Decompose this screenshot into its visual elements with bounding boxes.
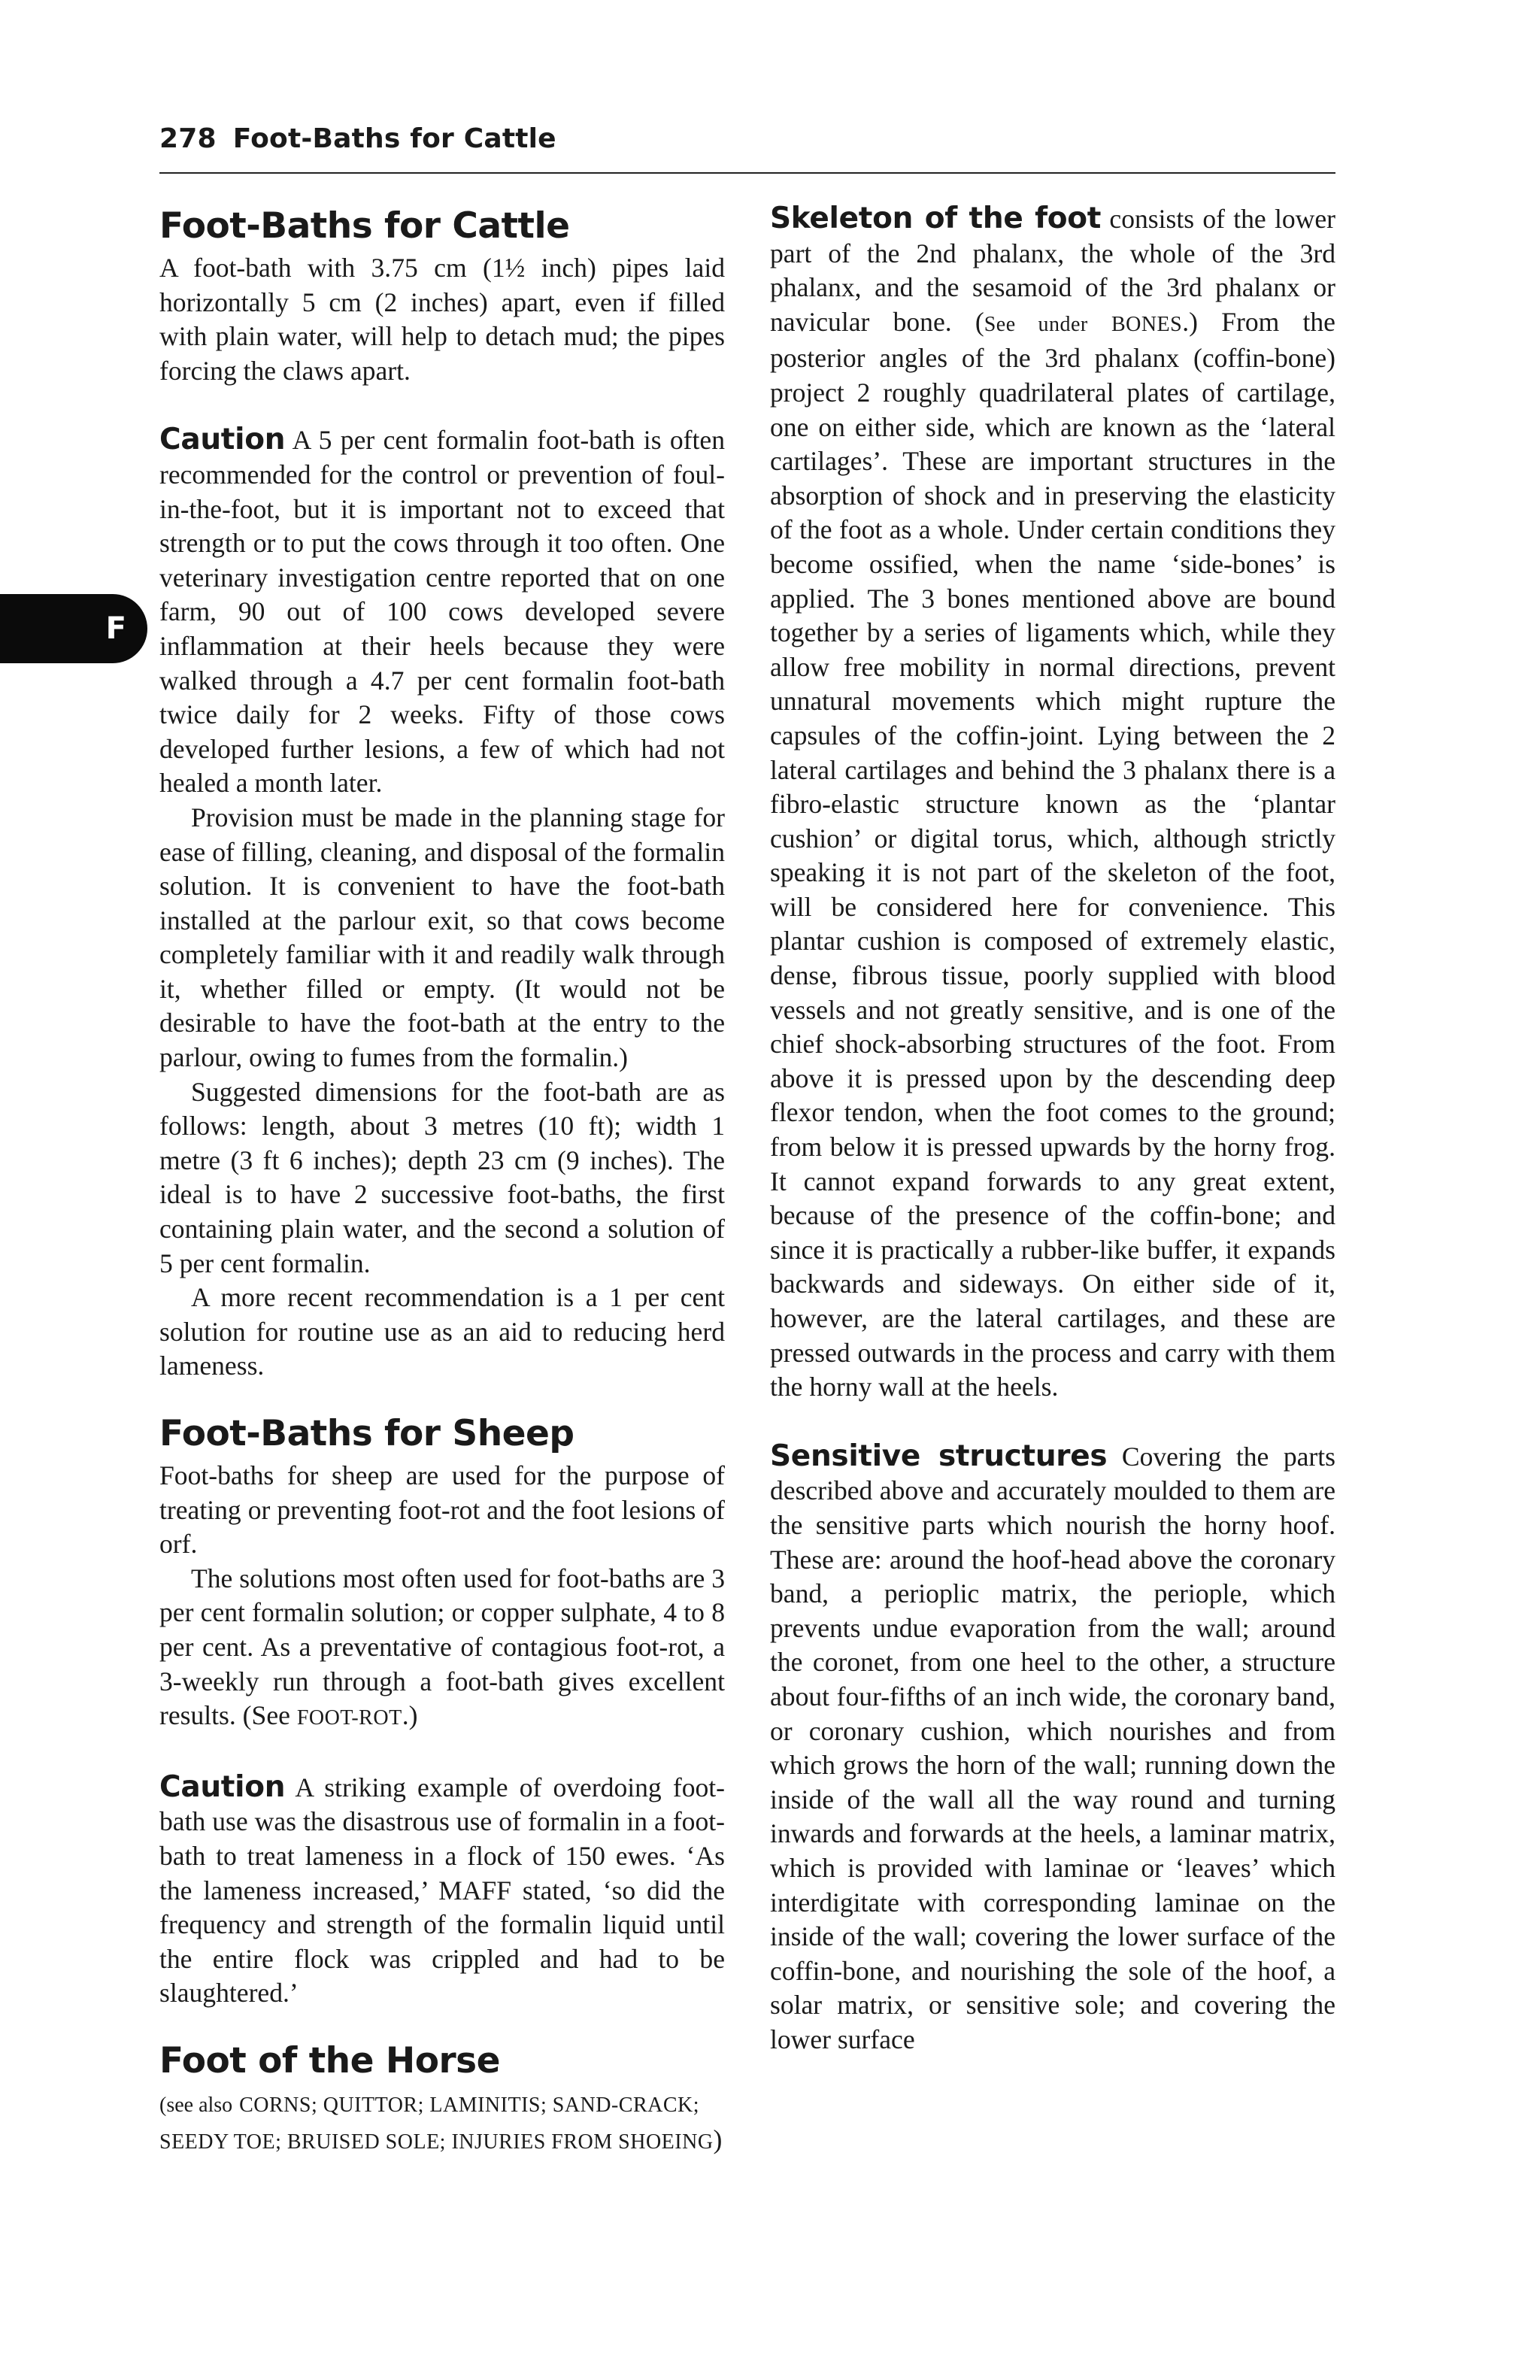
cattle-provision: Provision must be made in the planning stage for ease of filling, cleaning, and disposal of the formalin solution. It is convenient to have the foot-bath installed at the parlour exit, so that cows become completely familiar with it and readily walk through it, whether filled or empty. (It would not be desirable to have the foot-bath at the entry to the parlour, owing to fumes from the formalin.) (159, 802, 725, 1073)
running-head (159, 123, 556, 154)
skeleton-paragraph: Skeleton of the foot consists of the lower part of the 2nd phalanx, the whole of the 3rd phalanx, and the sesamoid of the 3rd phalanx or navicular bone. (See under BONES.) From the posterior angles of the 3rd phalanx (coffin-bone) project 2 roughly quadrilateral plates of cartilage, one on either side, which are known as the ‘lateral cartilages’. These are important structures in the absorption of shock and in preserving the elasticity of the foot as a whole. Under certain conditions they become ossified, when the name ‘side-bones’ is applied. The 3 bones mentioned above are bound together by a series of ligaments which, while they allow free mobility in normal directions, prevent unnatural movements which might rupture the capsules of the coffin-joint. Lying between the 2 lateral cartilages and behind the 3 phalanx there is a fibro-elastic structure known as the ‘plantar cushion’ or digital torus, which, although strictly speaking it is not part of the skeleton of the foot, will be considered here for convenience. This plantar cushion is composed of extremely elastic, dense, fibrous tissue, poorly supplied with blood vessels and not greatly sensitive, and is one of the chief shock-absorbing structures of the foot. From above it is pressed upon by the descending deep flexor tendon, when the foot comes to the ground; from below it is pressed upwards by the horny frog. It cannot expand forwards to any great extent, because of the presence of the coffin-bone; and since it is practically a rubber-like buffer, it expands backwards and sideways. On either side of it, however, are the lateral cartilages, and these are pressed outwards in the process and carry with them the horny wall at the heels. (770, 202, 1335, 1402)
running-title: Foot-Baths for Cattle (232, 123, 556, 154)
sensitive-label: Sensitive structures (770, 1439, 1108, 1473)
cattle-recent: A more recent recommendation is a 1 per cent solution for routine use as an aid to reducing herd lameness. (159, 1282, 725, 1381)
sheep-caution (159, 1770, 725, 2011)
caution-text: A striking example of overdoing foot-bath use was the disastrous use of formalin in a foot-bath to treat lameness in a flock of 150 ewes. ‘As the lameness increased,’ MAFF stated, ‘so did the frequency and strength of the formalin liquid until the entire flock was crippled and had to be slaughtered.’ (159, 1772, 725, 2009)
caution-label: Caution (159, 1769, 286, 1804)
sensitive-paragraph: Sensitive structures Covering the parts described above and accurately moulded to them are the sensitive parts which nourish the horny hoof. These are: around the hoof-head above the coronary band, a perioplic matrix, the periople, which prevents undue evaporation from the wall; around the coronet, from one heel to the other, a structure about four-fifths of an inch wide, the coronary band, or coronary cushion, which nourishes and from which grows the horn of the wall; running down the inside of the wall all the way round and turning inwards and forwards at the heels, a laminar matrix, which is provided with laminae or ‘leaves’ which interdigitate with corresponding laminae on the inside of the wall; covering the lower surface of the coffin-bone, and nourishing the sole of the hoof, a solar matrix, or sensitive sole; and covering the lower surface (770, 1439, 1335, 2054)
caution-text: A 5 per cent formalin foot-bath is often recommended for the control or prevention of foul-in-the-foot, but it is important not to exceed that strength or to put the cows through it too often. One veterinary investigation centre reported that on one farm, 90 out of 100 cows developed severe inflammation at their heels because they were walked through a 4.7 per cent formalin foot-bath twice daily for 2 weeks. Fifty of those cows developed further lesions, a few of which had not healed a month later. (159, 425, 725, 799)
header-rule (159, 172, 1335, 174)
page-number: 278 (159, 123, 217, 154)
section-heading-horse: Foot of the Horse (159, 2039, 501, 2081)
right-column (770, 202, 1335, 2057)
sheep-intro: Foot-baths for sheep are used for the purpose of treating or preventing foot-rot and the foot lesions of orf. (159, 1460, 725, 1560)
see-also-list: CORNS; QUITTOR; LAMINITIS; SAND-CRACK; SEEDY TOE; BRUISED SOLE; INJURIES FROM SHOEING (159, 2093, 714, 2154)
caution-label: Caution (159, 423, 286, 457)
cattle-intro: A foot-bath with 3.75 cm (1½ inch) pipes laid horizontally 5 cm (2 inches) apart, even if filled with plain water, will help to detach mud; the pipes forcing the claws apart. (159, 253, 725, 386)
section-heading-cattle: Foot-Baths for Cattle (159, 205, 570, 247)
cross-reference: BONES (1111, 312, 1183, 336)
cross-reference: FOOT-ROT (296, 1706, 402, 1730)
cattle-caution (159, 423, 725, 801)
skeleton-label: Skeleton of the foot (770, 202, 1102, 235)
thumb-index-tab (0, 594, 147, 663)
cattle-dimensions: Suggested dimensions for the foot-bath are as follows: length, about 3 metres (10 ft); width 1 metre (3 ft 6 inches); depth 23 cm (9 inches). The ideal is to have 2 successive foot-baths, the first containing plain water, and the second a solution of 5 per cent formalin. (159, 1076, 725, 1278)
sheep-solutions: The solutions most often used for foot-baths are 3 per cent formalin solution; or copper sulphate, 4 to 8 per cent. As a preventative of contagious foot-rot, a 3-weekly run through a foot-bath gives excellent results. (See FOOT-ROT.) (159, 1563, 725, 1731)
section-heading-sheep: Foot-Baths for Sheep (159, 1413, 574, 1454)
left-column (159, 202, 725, 2159)
thumb-tab-letter: F (105, 611, 126, 646)
see-also-references: (see also CORNS; QUITTOR; LAMINITIS; SAND-CRACK; SEEDY TOE; BRUISED SOLE; INJURIES FROM SHOEING) (159, 2093, 723, 2154)
